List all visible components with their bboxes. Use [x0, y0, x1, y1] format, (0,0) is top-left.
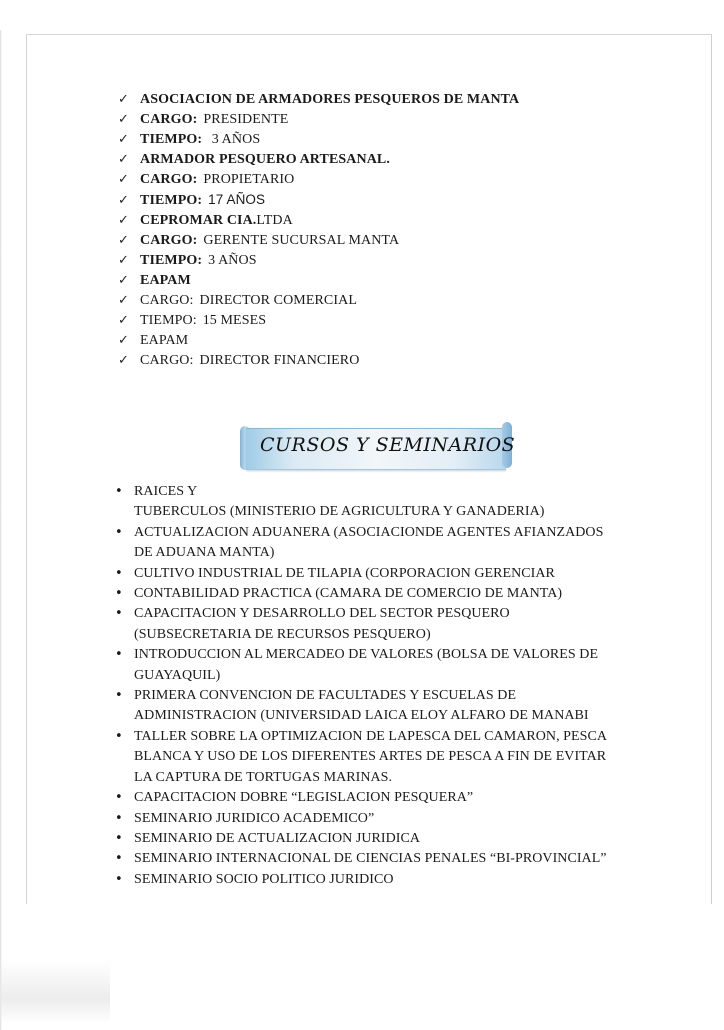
course-line: BLANCA Y USO DE LOS DIFERENTES ARTES DE PESCA A FIN DE EVITAR — [134, 749, 607, 765]
experience-value: LTDA — [256, 212, 293, 228]
checkmark-icon: ✓ — [118, 132, 129, 148]
checkmark-icon: ✓ — [118, 353, 129, 369]
experience-value: GERENTE SUCURSAL MANTA — [203, 232, 400, 248]
section-banner — [238, 422, 514, 472]
experience-label: CEPROMAR CIA. — [140, 212, 257, 228]
bullet-icon: • — [115, 647, 123, 663]
course-line: SEMINARIO DE ACTUALIZACION JURIDICA — [134, 830, 421, 846]
course-text — [134, 482, 634, 523]
bullet-icon: • — [115, 871, 123, 887]
course-text — [134, 809, 634, 829]
checkmark-icon: ✓ — [118, 212, 129, 228]
course-text — [134, 849, 634, 869]
experience-label: CARGO: — [140, 232, 198, 248]
experience-item — [118, 313, 519, 333]
checkmark-icon: ✓ — [118, 112, 129, 128]
experience-label: EAPAM — [140, 272, 191, 288]
experience-value: 17 AÑOS — [208, 192, 266, 208]
course-line: ACTUALIZACION ADUANERA (ASOCIACIONDE AGENTES AFIANZADOS — [134, 524, 604, 540]
scan-shadow — [0, 960, 110, 1024]
courses-list — [114, 482, 634, 890]
course-line: CAPACITACION DOBRE “LEGISLACION PESQUERA” — [134, 790, 474, 806]
experience-label: ASOCIACION DE ARMADORES PESQUEROS DE MANTA — [140, 92, 520, 107]
course-text — [134, 584, 634, 604]
course-line: SEMINARIO INTERNACIONAL DE CIENCIAS PENALES “BI-PROVINCIAL” — [134, 851, 607, 867]
checkmark-icon: ✓ — [118, 252, 129, 268]
checkmark-icon: ✓ — [118, 292, 129, 308]
checkmark-icon: ✓ — [118, 313, 129, 329]
course-line: (SUBSECRETARIA DE RECURSOS PESQUERO) — [134, 626, 431, 642]
course-text — [134, 870, 634, 890]
bullet-icon: • — [115, 586, 123, 602]
bullet-icon: • — [115, 810, 123, 826]
experience-item — [118, 333, 519, 353]
experience-label: CARGO: — [140, 292, 194, 308]
experience-item — [118, 172, 519, 192]
checkmark-icon: ✓ — [118, 272, 129, 288]
course-text — [134, 727, 634, 788]
bullet-icon: • — [115, 524, 123, 540]
experience-item — [118, 92, 519, 112]
bullet-icon: • — [115, 565, 123, 581]
checkmark-icon: ✓ — [118, 152, 129, 168]
bullet-icon: • — [115, 830, 123, 846]
experience-item — [118, 192, 519, 212]
section-title: CURSOS Y SEMINARIOS — [260, 434, 516, 456]
experience-item — [118, 112, 519, 132]
checkmark-icon: ✓ — [118, 193, 129, 209]
course-text — [134, 645, 634, 686]
scan-left-edge — [0, 30, 2, 1030]
bullet-icon: • — [115, 484, 123, 499]
course-line: RAICES Y — [134, 484, 198, 499]
experience-item — [118, 293, 519, 313]
experience-value: PRESIDENTE — [203, 112, 289, 128]
course-item — [114, 829, 634, 849]
course-item — [114, 584, 634, 604]
course-text — [134, 788, 634, 808]
experience-value: 15 MESES — [202, 313, 267, 329]
experience-label: TIEMPO: — [140, 313, 197, 329]
experience-value: DIRECTOR FINANCIERO — [199, 353, 360, 369]
experience-label: ARMADOR PESQUERO ARTESANAL. — [140, 152, 390, 168]
course-item — [114, 686, 634, 727]
experience-item — [118, 233, 519, 253]
experience-value: PROPIETARIO — [203, 172, 295, 188]
experience-item — [118, 132, 519, 152]
course-line: DE ADUANA MANTA) — [134, 545, 275, 561]
experience-item — [118, 273, 519, 293]
course-line: SEMINARIO SOCIO POLITICO JURIDICO — [134, 871, 394, 887]
experience-value: 3 AÑOS — [208, 132, 261, 148]
course-text — [134, 523, 634, 564]
course-item — [114, 870, 634, 890]
course-line: CAPACITACION Y DESARROLLO DEL SECTOR PESQUERO — [134, 606, 510, 622]
experience-value: DIRECTOR COMERCIAL — [199, 292, 357, 308]
checkmark-icon: ✓ — [118, 232, 129, 248]
course-item — [114, 727, 634, 788]
course-item — [114, 809, 634, 829]
course-text — [134, 604, 634, 645]
course-item — [114, 564, 634, 584]
experience-item — [118, 213, 519, 233]
course-item — [114, 849, 634, 869]
experience-label: TIEMPO: — [140, 252, 203, 268]
course-line: ADMINISTRACION (UNIVERSIDAD LAICA ELOY ALFARO DE MANABI — [134, 708, 589, 724]
checkmark-icon: ✓ — [118, 172, 129, 188]
experience-label: CARGO: — [140, 353, 194, 369]
course-line: LA CAPTURA DE TORTUGAS MARINAS. — [134, 769, 393, 785]
course-line: GUAYAQUIL) — [134, 667, 221, 683]
work-experience-list — [118, 92, 519, 373]
course-line: PRIMERA CONVENCION DE FACULTADES Y ESCUELAS DE — [134, 688, 517, 704]
experience-item — [118, 253, 519, 273]
experience-item — [118, 353, 519, 373]
course-item — [114, 788, 634, 808]
course-item — [114, 523, 634, 564]
course-line: CONTABILIDAD PRACTICA (CAMARA DE COMERCIO DE MANTA) — [134, 586, 563, 602]
course-item — [114, 604, 634, 645]
checkmark-icon: ✓ — [118, 92, 129, 107]
bullet-icon: • — [115, 606, 123, 622]
course-line: TUBERCULOS (MINISTERIO DE AGRICULTURA Y GANADERIA) — [134, 504, 545, 520]
course-line: SEMINARIO JURIDICO ACADEMICO” — [134, 810, 375, 826]
bullet-icon: • — [115, 790, 123, 806]
experience-value: 3 AÑOS — [208, 252, 257, 268]
course-text — [134, 564, 634, 584]
course-text — [134, 686, 634, 727]
course-text — [134, 829, 634, 849]
course-item — [114, 645, 634, 686]
course-line: INTRODUCCION AL MERCADEO DE VALORES (BOLSA DE VALORES DE — [134, 647, 599, 663]
experience-label: CARGO: — [140, 172, 198, 188]
experience-label: CARGO: — [140, 112, 198, 128]
course-line: TALLER SOBRE LA OPTIMIZACION DE LAPESCA DEL CAMARON, PESCA — [134, 728, 608, 744]
bullet-icon: • — [115, 728, 123, 744]
course-item — [114, 482, 634, 523]
experience-label: TIEMPO: — [140, 193, 203, 209]
checkmark-icon: ✓ — [118, 333, 129, 349]
bullet-icon: • — [115, 688, 123, 704]
experience-item — [118, 152, 519, 172]
course-line: CULTIVO INDUSTRIAL DE TILAPIA (CORPORACION GERENCIAR — [134, 565, 555, 581]
bullet-icon: • — [115, 851, 123, 867]
experience-label: TIEMPO: — [140, 132, 203, 148]
experience-label: EAPAM — [140, 333, 189, 349]
